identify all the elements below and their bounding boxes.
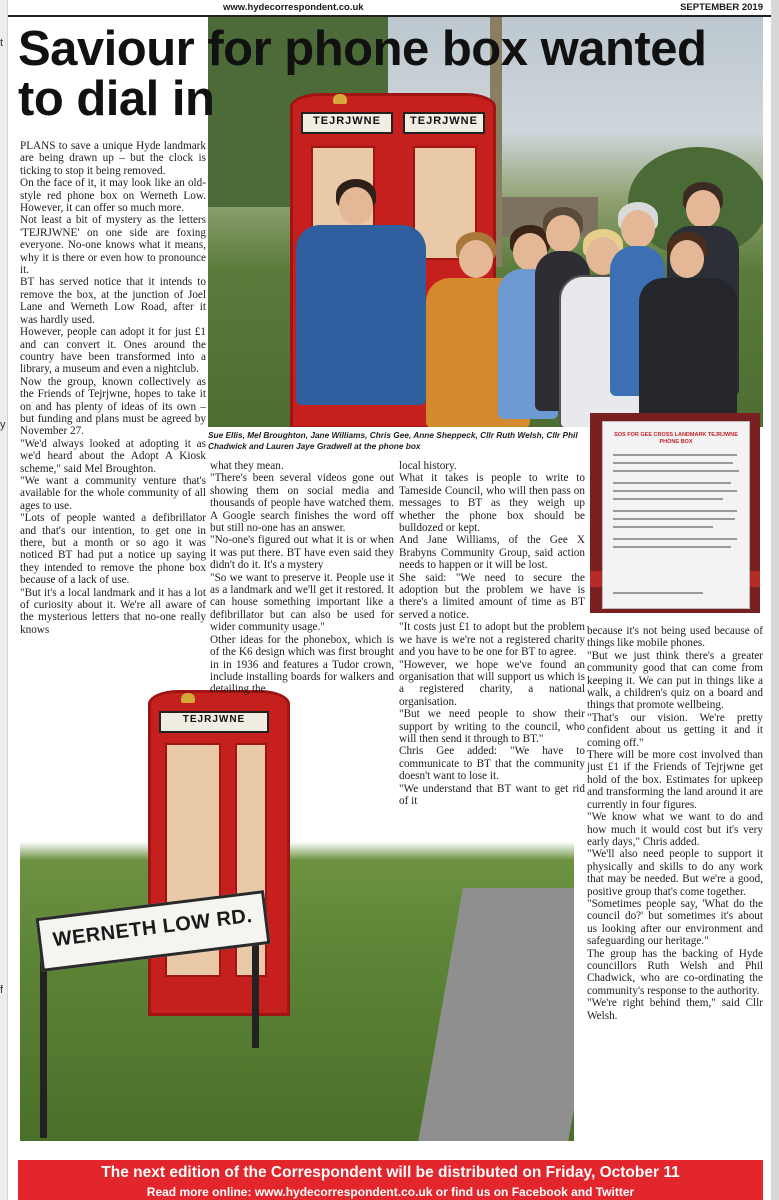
phone-box	[148, 690, 290, 1016]
article-paragraph: "That's our vision. We're pretty confident about us getting it and it coming off."	[587, 711, 763, 749]
footer-banner	[18, 1160, 763, 1200]
crown-icon	[181, 693, 195, 703]
article-paragraph: "But we need people to show their support by writing to the council, who will then send it through to BT."	[399, 708, 585, 745]
article-paragraph: "We're right behind them," said Cllr Welsh.	[587, 997, 763, 1022]
article-paragraph: "But we just think there's a greater community good that can come from keeping it. We can put in things like a walk, a children's quiz on a board and things that promote wellbeing.	[587, 649, 763, 712]
article-column-3	[399, 460, 585, 807]
masthead	[8, 0, 771, 17]
article-paragraph: "Sometimes people say, 'What do the council do?' but sometimes it's about us looking after our environment and safeguarding our heritage."	[587, 897, 763, 948]
article-paragraph: Chris Gee added: "We have to communicate to BT that the community doesn't want to lose it.	[399, 745, 585, 783]
kiosk-sign-side: TEJRJWNE	[403, 112, 485, 134]
article-paragraph: She said: "We need to secure the adoption but the problem we have is there's a limited amount of time as BT served a notice.	[399, 571, 585, 621]
issue-date: SEPTEMBER 2019	[680, 2, 763, 13]
article-paragraph: The group has the backing of Hyde councillors Ruth Welsh and Phil Chadwick, who are co-ordinating the community's response to the authority.	[587, 947, 763, 997]
notice-photo	[590, 413, 760, 613]
article-paragraph: "But it's a local landmark and it has a lot of curiosity about it. We're all aware of the mysterious letters that no-one really knows	[20, 586, 206, 636]
article-paragraph: Not least a bit of mystery as the letters 'TEJRJWNE' on one side are foxing everyone. No-one knows what it means, why it is there or even how to pronounce it.	[20, 214, 206, 277]
person	[288, 177, 428, 427]
photo-caption: Sue Ellis, Mel Broughton, Jane Williams, Chris Gee, Anne Sheppeck, Cllr Ruth Welsh, Cllr Phil Chadwick and Lauren Jaye Gradwell at the phone box	[208, 430, 578, 451]
site-url: www.hydecorrespondent.co.uk	[223, 2, 364, 13]
article-paragraph: However, people can adopt it for just £1 and can convert it. Ones around the country have been transformed into a library, a museum and even a nightclub.	[20, 326, 206, 376]
article-paragraph: PLANS to save a unique Hyde landmark are being drawn up – but the clock is ticking to stop it being removed.	[20, 140, 206, 177]
article-paragraph: What it takes is people to write to Tameside Council, who will then pass on messages to BT as they weigh up whether the phone box should be bulldozed or kept.	[399, 472, 585, 535]
article-paragraph: "We'll also need people to support it physically and skills to do any work that may be needed. But we're a good, positive group that's come together.	[587, 848, 763, 898]
article-paragraph: "Lots of people wanted a defibrillator and that's our intention, to get one in there, but a month or so ago it was noticed BT had put a notice up saying they intended to remove the phone box because of a lack of use.	[20, 512, 206, 587]
notice-title: SOS FOR GEE CROSS LANDMARK TEJRJWNE PHONE BOX	[614, 432, 738, 445]
article-paragraph: "There's been several videos gone out showing them on social media and thousands of people have watched them. A Google search finishes the word off but still no-one has an answer.	[210, 472, 394, 535]
article-column-1	[20, 140, 206, 636]
page-edge-strip	[0, 0, 8, 1200]
article-paragraph: On the face of it, it may look like an old-style red phone box on Werneth Low. However, it can offer so much more.	[20, 177, 206, 215]
headline: Saviour for phone box wanted to dial in	[18, 22, 707, 126]
article-paragraph: BT has served notice that it intends to remove the box, at the junction of Joel Lane and Werneth Low Road, after it was hardly used.	[20, 276, 206, 326]
person	[633, 232, 743, 427]
edge-letter: f	[0, 984, 4, 996]
article-paragraph: "So we want to preserve it. People use it as a landmark and we'll get it restored. It can house something important like a defibrillator but can also be used for wider community usage."	[210, 571, 394, 634]
article-paragraph: "We understand that BT want to get rid of it	[399, 782, 585, 807]
article-paragraph: "However, we hope we've found an organisation that will support us which is a registered charity, a national organisation.	[399, 658, 585, 708]
notice-sheet	[602, 421, 750, 609]
edge-letter: t	[0, 37, 4, 49]
page-edge-right	[771, 0, 779, 1200]
photo-path	[417, 888, 574, 1141]
article-column-2	[210, 460, 394, 696]
article-paragraph: local history.	[399, 460, 457, 472]
article-paragraph: because it's not being used because of things like mobile phones.	[587, 625, 763, 650]
read-online-notice: Read more online: www.hydecorrespondent.co.uk or find us on Facebook and Twitter	[146, 1185, 635, 1199]
next-edition-notice: The next edition of the Correspondent will be distributed on Friday, October 11	[101, 1164, 680, 1181]
article-paragraph: "We'd always looked at adopting it as we'd heard about the Adopt A Kiosk scheme," said Mel Broughton.	[20, 437, 206, 475]
article-paragraph: "We want a community venture that's available for the whole community of all ages to use.	[20, 474, 206, 512]
kiosk-sign: TEJRJWNE	[159, 711, 269, 733]
kiosk-sign: TEJRJWNE	[301, 112, 393, 134]
article-paragraph: And Jane Williams, of the Gee X Brabyns Community Group, said action needs to happen or it will be lost.	[399, 534, 585, 572]
article-paragraph: Other ideas for the phonebox, which is of the K6 design which was first brought in in 1936 and features a Tudor crown, include installing boards for walkers and detailing the	[210, 633, 394, 696]
article-paragraph: There will be more cost involved than just £1 if the Friends of Tejrjwne get hold of the box. Estimates for upkeep and transforming the land around it are currently in four figures.	[587, 749, 763, 811]
article-paragraph: Now the group, known collectively as the Friends of Tejrjwne, hopes to take it on and has plenty of ideas of its own – but funding and plans must be agreed by November 27.	[20, 375, 206, 438]
edge-letter: y	[0, 419, 6, 431]
article-paragraph: "It costs just £1 to adopt but the problem we have is we're not a registered charity and you have to be one for BT to agree.	[399, 621, 585, 659]
article-paragraph: "We know what we want to do and how much it would cost but it's very early days," Chris added.	[587, 811, 763, 848]
article-paragraph: what they mean.	[210, 460, 284, 472]
article-paragraph: "No-one's figured out what it is or when it was put there. BT have even said they didn't do it. It's a mystery	[210, 534, 394, 572]
article-column-4	[587, 625, 763, 1022]
road-sign: WERNETH LOW RD.	[36, 890, 271, 972]
